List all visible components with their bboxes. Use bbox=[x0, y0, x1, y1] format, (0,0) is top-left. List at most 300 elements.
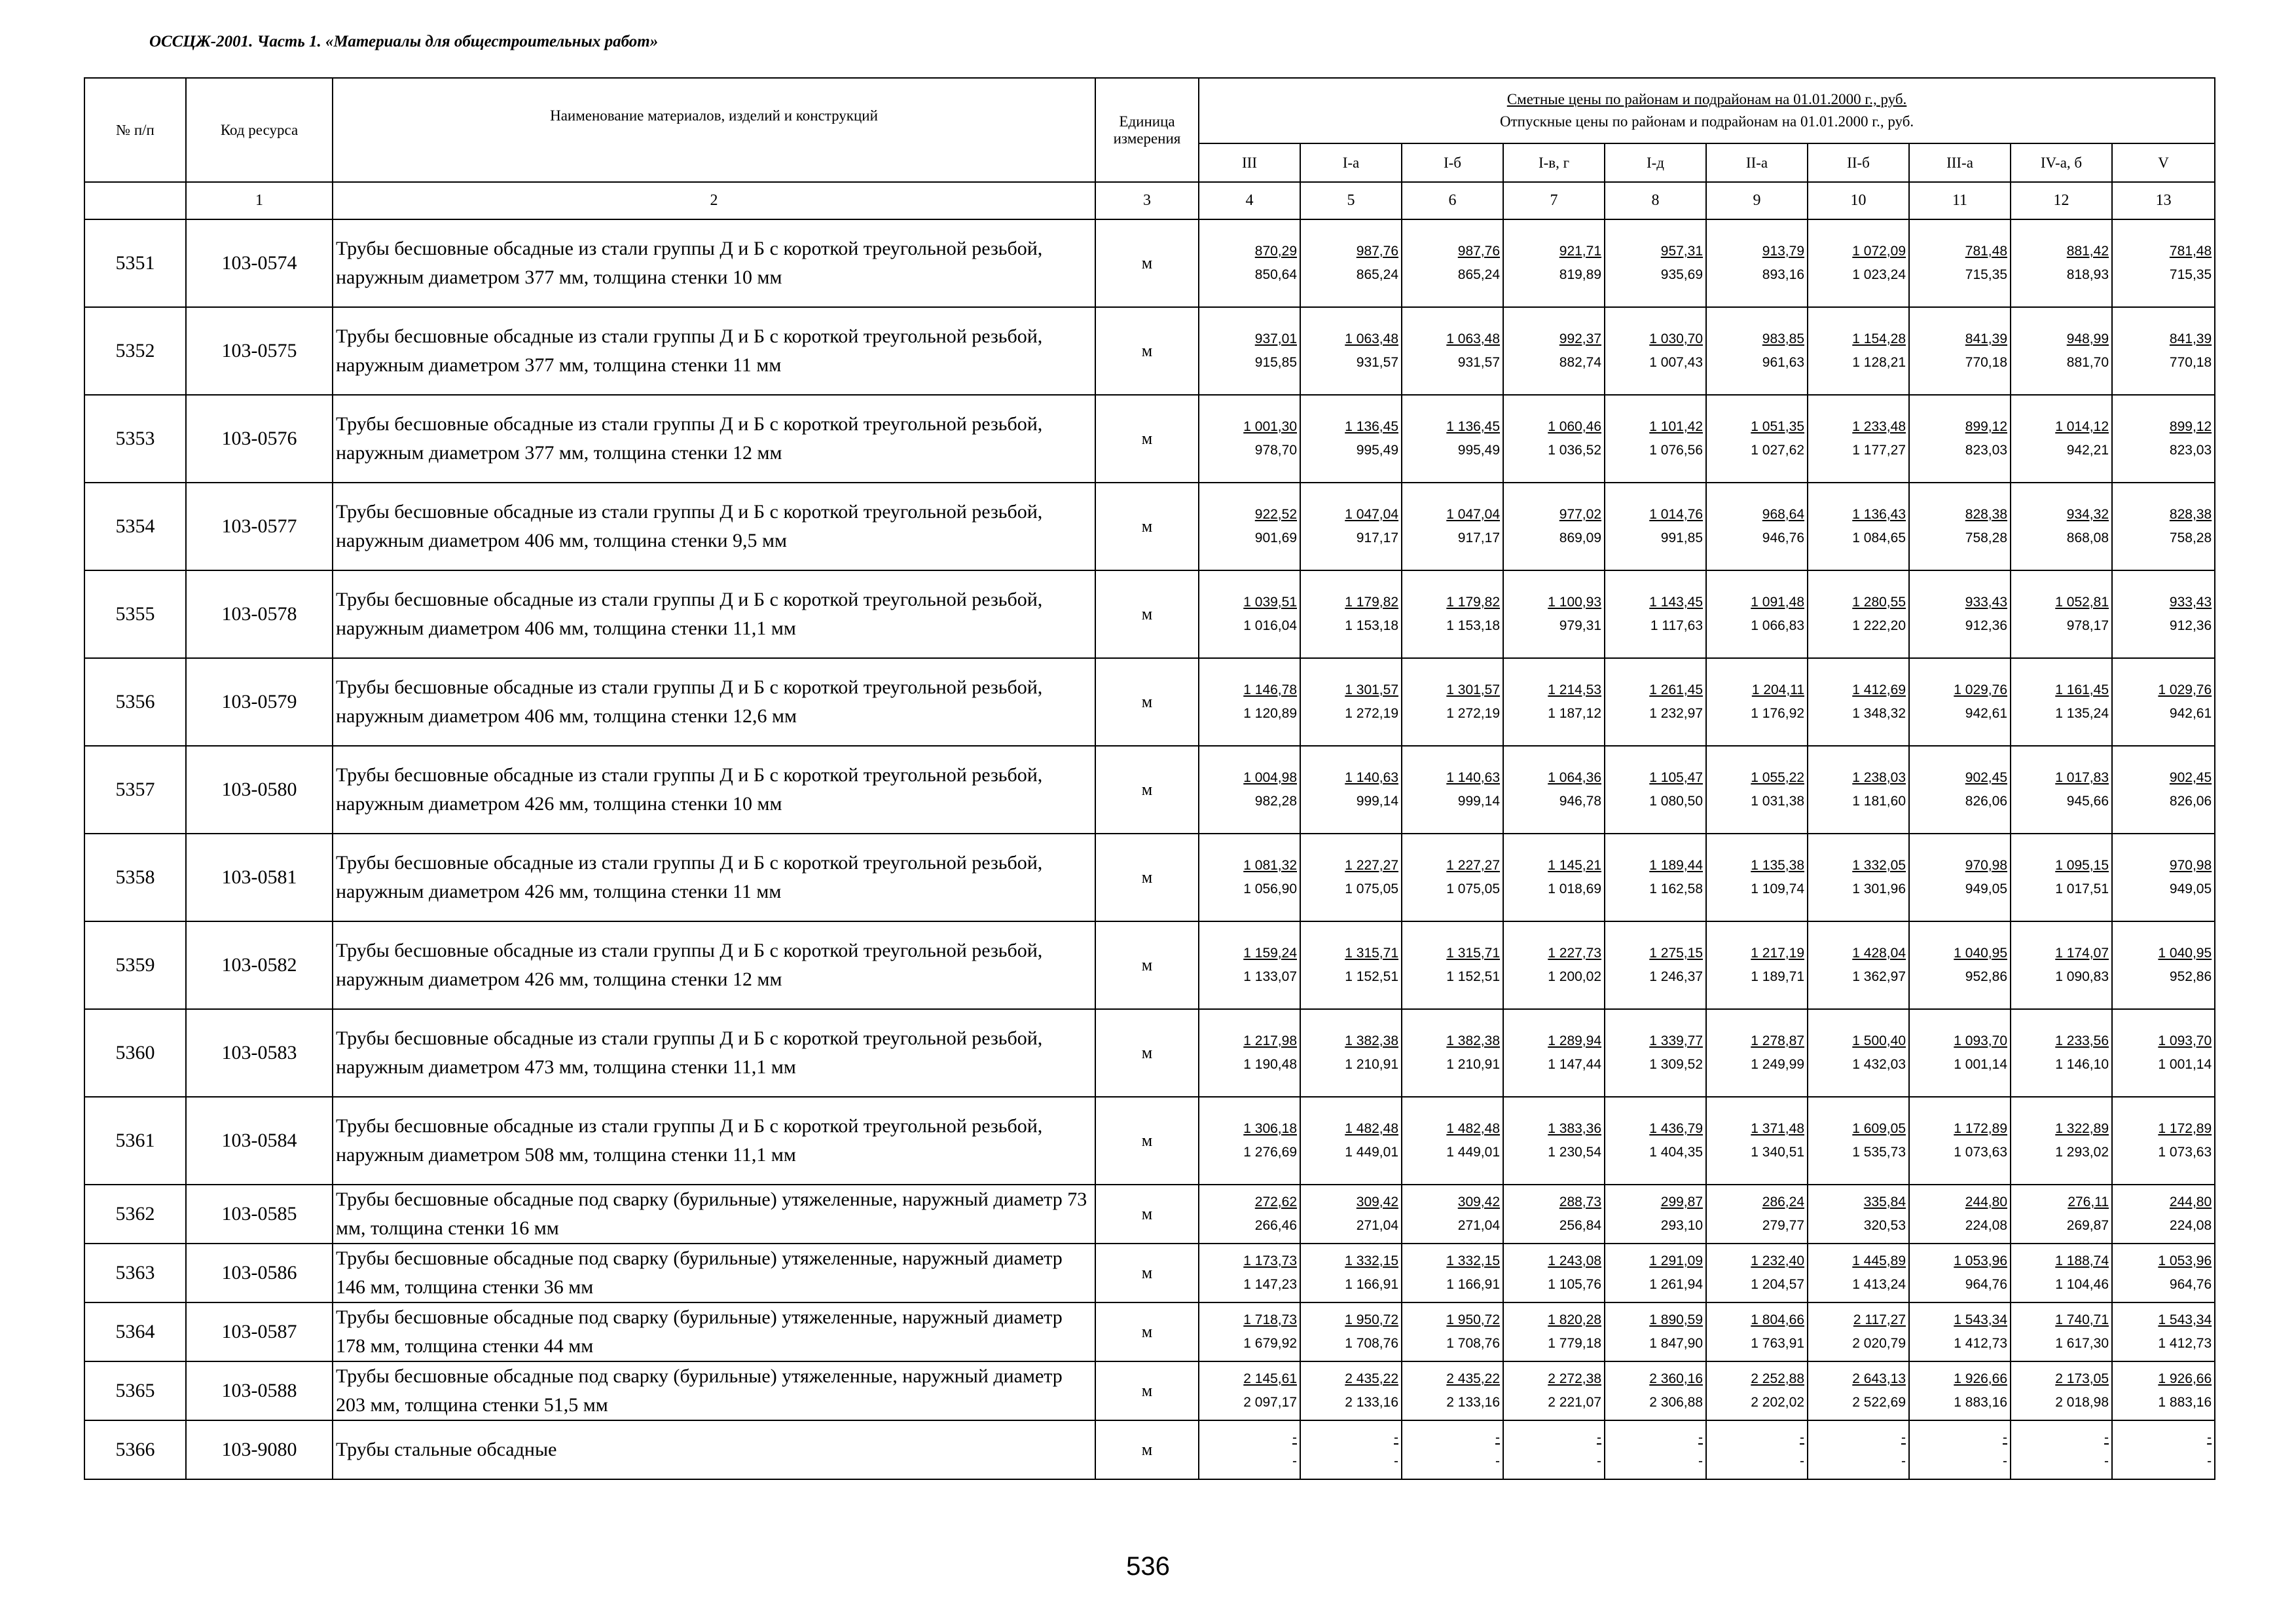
column-number: 9 bbox=[1706, 182, 1808, 219]
release-price: 1 272,19 bbox=[1345, 706, 1398, 721]
resource-code: 103-0583 bbox=[186, 1009, 333, 1097]
release-price: 915,85 bbox=[1254, 355, 1297, 370]
estimate-price: 1 172,89 bbox=[1954, 1121, 2007, 1136]
price-cell bbox=[2011, 307, 2112, 395]
estimate-price: 1 063,48 bbox=[1345, 331, 1398, 346]
estimate-price: 1 820,28 bbox=[1548, 1312, 1601, 1327]
price-cell bbox=[1402, 658, 1503, 746]
release-price: 952,86 bbox=[1965, 969, 2007, 984]
estimate-price: 987,76 bbox=[1356, 244, 1398, 259]
page-number: 536 bbox=[1126, 1552, 1170, 1581]
estimate-price: 1 095,15 bbox=[2055, 858, 2109, 873]
release-price: 758,28 bbox=[1965, 530, 2007, 545]
price-cell bbox=[1503, 746, 1605, 834]
release-price: 224,08 bbox=[2169, 1218, 2212, 1233]
price-cell bbox=[1199, 483, 1300, 570]
material-name: Трубы бесшовные обсадные из стали группы Д и Б с короткой треугольной резьбой, наружным диаметром 406 мм, толщина стенки 11,1 мм bbox=[333, 570, 1095, 658]
price-cell bbox=[2112, 395, 2215, 483]
resource-code: 103-0586 bbox=[186, 1244, 333, 1302]
release-price: 715,35 bbox=[2169, 267, 2212, 282]
price-cell bbox=[2112, 1009, 2215, 1097]
release-price: 2 018,98 bbox=[2055, 1395, 2109, 1410]
price-cell bbox=[2011, 570, 2112, 658]
release-price: 1 708,76 bbox=[1446, 1336, 1500, 1351]
price-cell bbox=[1300, 1302, 1402, 1361]
release-price: 1 883,16 bbox=[1954, 1395, 2007, 1410]
estimate-price: 1 004,98 bbox=[1243, 770, 1297, 785]
price-cell bbox=[1199, 1361, 1300, 1420]
release-price: 979,31 bbox=[1559, 618, 1601, 633]
prices-title-release: Отпускные цены по районам и подрайонам на 01.01.2000 г., руб. bbox=[1499, 113, 1914, 130]
price-cell bbox=[1706, 483, 1808, 570]
release-price: 271,04 bbox=[1356, 1218, 1398, 1233]
estimate-price: 1 428,04 bbox=[1852, 946, 1906, 961]
row-number: 5362 bbox=[84, 1185, 186, 1244]
release-price: 1 763,91 bbox=[1751, 1336, 1804, 1351]
estimate-price: 1 275,15 bbox=[1649, 946, 1703, 961]
price-cell bbox=[1605, 1361, 1706, 1420]
column-number: 13 bbox=[2112, 182, 2215, 219]
price-cell bbox=[1199, 395, 1300, 483]
estimate-price: - bbox=[1597, 1430, 1601, 1445]
price-cell bbox=[1300, 219, 1402, 307]
release-price: 1 133,07 bbox=[1243, 969, 1297, 984]
price-cell bbox=[1808, 395, 1909, 483]
price-cell bbox=[1503, 219, 1605, 307]
row-number: 5351 bbox=[84, 219, 186, 307]
release-price: 2 097,17 bbox=[1243, 1395, 1297, 1410]
estimate-price: - bbox=[1800, 1430, 1804, 1445]
estimate-price: - bbox=[2207, 1430, 2212, 1445]
price-cell bbox=[1402, 1185, 1503, 1244]
column-number: 7 bbox=[1503, 182, 1605, 219]
release-price: 1 309,52 bbox=[1649, 1057, 1703, 1072]
estimate-price: 1 030,70 bbox=[1649, 331, 1703, 346]
price-cell bbox=[1605, 1420, 1706, 1479]
release-price: 995,49 bbox=[1457, 443, 1500, 458]
column-number bbox=[84, 182, 186, 219]
release-price: 1 120,89 bbox=[1243, 706, 1297, 721]
price-cell bbox=[1909, 1009, 2011, 1097]
release-price: 1 027,62 bbox=[1751, 443, 1804, 458]
resource-code: 103-0582 bbox=[186, 921, 333, 1009]
release-price: 770,18 bbox=[1965, 355, 2007, 370]
row-number: 5358 bbox=[84, 834, 186, 921]
price-cell bbox=[1300, 834, 1402, 921]
release-price: 1 076,56 bbox=[1649, 443, 1703, 458]
release-price: 1 080,50 bbox=[1649, 794, 1703, 809]
price-cell bbox=[1909, 1097, 2011, 1185]
price-cell bbox=[1199, 921, 1300, 1009]
estimate-price: 1 227,27 bbox=[1345, 858, 1398, 873]
estimate-price: 828,38 bbox=[1965, 507, 2007, 522]
price-cell bbox=[2011, 1420, 2112, 1479]
estimate-price: 2 435,22 bbox=[1446, 1371, 1500, 1386]
price-cell bbox=[1199, 219, 1300, 307]
price-cell bbox=[2011, 483, 2112, 570]
price-cell bbox=[2011, 395, 2112, 483]
prices-title-estimate: Сметные цены по районам и подрайонам на 01.01.2000 г., руб. bbox=[1506, 91, 1907, 107]
price-cell bbox=[2011, 1097, 2112, 1185]
estimate-price: - bbox=[2104, 1430, 2109, 1445]
estimate-price: 1 315,71 bbox=[1446, 946, 1500, 961]
estimate-price: 992,37 bbox=[1559, 331, 1601, 346]
price-cell bbox=[1909, 834, 2011, 921]
release-price: 266,46 bbox=[1254, 1218, 1297, 1233]
estimate-price: 2 145,61 bbox=[1243, 1371, 1297, 1386]
price-cell bbox=[2112, 483, 2215, 570]
estimate-price: 1 306,18 bbox=[1243, 1121, 1297, 1136]
price-cell bbox=[1300, 570, 1402, 658]
release-price: 1 147,23 bbox=[1243, 1277, 1297, 1292]
estimate-price: 1 173,73 bbox=[1243, 1253, 1297, 1268]
release-price: 961,63 bbox=[1762, 355, 1804, 370]
release-price: - bbox=[1495, 1454, 1500, 1469]
price-cell bbox=[1402, 307, 1503, 395]
row-number: 5355 bbox=[84, 570, 186, 658]
release-price: 942,21 bbox=[2066, 443, 2109, 458]
price-cell bbox=[1300, 1185, 1402, 1244]
price-cell bbox=[1909, 483, 2011, 570]
price-cell bbox=[1199, 746, 1300, 834]
price-cell bbox=[1199, 307, 1300, 395]
release-price: 823,03 bbox=[2169, 443, 2212, 458]
release-price: 1 153,18 bbox=[1345, 618, 1398, 633]
region-header: II-б bbox=[1808, 143, 1909, 182]
release-price: 823,03 bbox=[1965, 443, 2007, 458]
price-cell bbox=[1503, 570, 1605, 658]
unit-of-measure: м bbox=[1095, 1302, 1199, 1361]
table-row bbox=[84, 658, 2215, 746]
release-price: 869,09 bbox=[1559, 530, 1601, 545]
estimate-price: 870,29 bbox=[1254, 244, 1297, 259]
release-price: 999,14 bbox=[1457, 794, 1500, 809]
price-cell bbox=[2011, 1244, 2112, 1302]
unit-of-measure: м bbox=[1095, 1244, 1199, 1302]
region-header: I-б bbox=[1402, 143, 1503, 182]
price-cell bbox=[1300, 395, 1402, 483]
price-cell bbox=[1300, 1361, 1402, 1420]
release-price: 293,10 bbox=[1660, 1218, 1703, 1233]
estimate-price: 1 140,63 bbox=[1345, 770, 1398, 785]
unit-of-measure: м bbox=[1095, 219, 1199, 307]
release-price: 1 412,73 bbox=[1954, 1336, 2007, 1351]
header-no: № п/п bbox=[84, 78, 186, 182]
estimate-price: 1 146,78 bbox=[1243, 682, 1297, 697]
release-price: 1 090,83 bbox=[2055, 969, 2109, 984]
estimate-price: 1 382,38 bbox=[1446, 1033, 1500, 1048]
release-price: 946,76 bbox=[1762, 530, 1804, 545]
release-price: 1 152,51 bbox=[1345, 969, 1398, 984]
table-row bbox=[84, 483, 2215, 570]
estimate-price: 1 029,76 bbox=[2158, 682, 2212, 697]
release-price: 1 084,65 bbox=[1852, 530, 1906, 545]
release-price: 1 432,03 bbox=[1852, 1057, 1906, 1072]
resource-code: 103-0576 bbox=[186, 395, 333, 483]
estimate-price: 1 227,27 bbox=[1446, 858, 1500, 873]
estimate-price: 1 217,98 bbox=[1243, 1033, 1297, 1048]
price-cell bbox=[1808, 658, 1909, 746]
release-price: 1 109,74 bbox=[1751, 881, 1804, 896]
estimate-price: 1 014,76 bbox=[1649, 507, 1703, 522]
price-cell bbox=[1808, 1009, 1909, 1097]
estimate-price: 335,84 bbox=[1863, 1194, 1906, 1209]
row-number: 5364 bbox=[84, 1302, 186, 1361]
resource-code: 103-0587 bbox=[186, 1302, 333, 1361]
material-name: Трубы бесшовные обсадные из стали группы Д и Б с короткой треугольной резьбой, наружным диаметром 426 мм, толщина стенки 12 мм bbox=[333, 921, 1095, 1009]
release-price: 758,28 bbox=[2169, 530, 2212, 545]
price-cell bbox=[1402, 1302, 1503, 1361]
unit-of-measure: м bbox=[1095, 307, 1199, 395]
release-price: - bbox=[1698, 1454, 1703, 1469]
table-row bbox=[84, 570, 2215, 658]
column-number: 11 bbox=[1909, 182, 2011, 219]
table-row bbox=[84, 1185, 2215, 1244]
estimate-price: 1 261,45 bbox=[1649, 682, 1703, 697]
estimate-price: - bbox=[1901, 1430, 1906, 1445]
column-number: 4 bbox=[1199, 182, 1300, 219]
table-row bbox=[84, 746, 2215, 834]
resource-code: 103-0588 bbox=[186, 1361, 333, 1420]
estimate-price: 1 243,08 bbox=[1548, 1253, 1601, 1268]
release-price: 1 222,20 bbox=[1852, 618, 1906, 633]
estimate-price: 899,12 bbox=[2169, 419, 2212, 434]
estimate-price: 1 136,45 bbox=[1446, 419, 1500, 434]
release-price: 1 056,90 bbox=[1243, 881, 1297, 896]
price-cell bbox=[2011, 834, 2112, 921]
price-cell bbox=[1808, 483, 1909, 570]
price-cell bbox=[1402, 1097, 1503, 1185]
release-price: 1 166,91 bbox=[1446, 1277, 1500, 1292]
release-price: 271,04 bbox=[1457, 1218, 1500, 1233]
release-price: 942,61 bbox=[2169, 706, 2212, 721]
unit-of-measure: м bbox=[1095, 921, 1199, 1009]
estimate-price: 2 643,13 bbox=[1852, 1371, 1906, 1386]
resource-code: 103-0581 bbox=[186, 834, 333, 921]
resource-code: 103-0585 bbox=[186, 1185, 333, 1244]
release-price: 224,08 bbox=[1965, 1218, 2007, 1233]
release-price: 881,70 bbox=[2066, 355, 2109, 370]
release-price: 946,78 bbox=[1559, 794, 1601, 809]
estimate-price: 276,11 bbox=[2068, 1194, 2109, 1209]
price-cell bbox=[1199, 1009, 1300, 1097]
column-number: 5 bbox=[1300, 182, 1402, 219]
price-cell bbox=[1503, 307, 1605, 395]
price-cell bbox=[1300, 1244, 1402, 1302]
price-cell bbox=[1402, 570, 1503, 658]
price-cell bbox=[1706, 307, 1808, 395]
table-row bbox=[84, 1097, 2215, 1185]
release-price: 2 522,69 bbox=[1852, 1395, 1906, 1410]
release-price: 1 779,18 bbox=[1548, 1336, 1601, 1351]
release-price: 964,76 bbox=[2169, 1277, 2212, 1292]
resource-code: 103-0577 bbox=[186, 483, 333, 570]
estimate-price: 2 117,27 bbox=[1853, 1312, 1906, 1327]
estimate-price: 1 804,66 bbox=[1751, 1312, 1804, 1327]
estimate-price: 1 950,72 bbox=[1446, 1312, 1500, 1327]
release-price: 1 031,38 bbox=[1751, 794, 1804, 809]
estimate-price: 1 154,28 bbox=[1852, 331, 1906, 346]
release-price: 1 001,14 bbox=[1954, 1057, 2007, 1072]
price-cell bbox=[1402, 219, 1503, 307]
region-header: III bbox=[1199, 143, 1300, 182]
unit-of-measure: м bbox=[1095, 1097, 1199, 1185]
unit-of-measure: м bbox=[1095, 1009, 1199, 1097]
estimate-price: 1 145,21 bbox=[1548, 858, 1601, 873]
table-row bbox=[84, 1009, 2215, 1097]
estimate-price: 921,71 bbox=[1559, 244, 1601, 259]
price-cell bbox=[1503, 1097, 1605, 1185]
estimate-price: 1 301,57 bbox=[1345, 682, 1398, 697]
release-price: 1 261,94 bbox=[1649, 1277, 1703, 1292]
price-cell bbox=[1706, 746, 1808, 834]
material-name: Трубы стальные обсадные bbox=[333, 1420, 1095, 1479]
estimate-price: 948,99 bbox=[2066, 331, 2109, 346]
price-cell bbox=[1503, 834, 1605, 921]
release-price: 1 535,73 bbox=[1852, 1145, 1906, 1160]
price-cell bbox=[2112, 219, 2215, 307]
price-cell bbox=[1605, 219, 1706, 307]
release-price: 1 105,76 bbox=[1548, 1277, 1601, 1292]
estimate-price: 1 890,59 bbox=[1649, 1312, 1703, 1327]
material-name: Трубы бесшовные обсадные из стали группы Д и Б с короткой треугольной резьбой, наружным диаметром 426 мм, толщина стенки 11 мм bbox=[333, 834, 1095, 921]
material-name: Трубы бесшовные обсадные из стали группы Д и Б с короткой треугольной резьбой, наружным диаметром 406 мм, толщина стенки 12,6 мм bbox=[333, 658, 1095, 746]
release-price: 1 166,91 bbox=[1345, 1277, 1398, 1292]
estimate-price: 781,48 bbox=[1965, 244, 2007, 259]
price-cell bbox=[1706, 1361, 1808, 1420]
region-header: III-а bbox=[1909, 143, 2011, 182]
resource-code: 103-0574 bbox=[186, 219, 333, 307]
price-cell bbox=[1199, 834, 1300, 921]
table-row bbox=[84, 921, 2215, 1009]
price-cell bbox=[1300, 921, 1402, 1009]
price-cell bbox=[2112, 1361, 2215, 1420]
price-cell bbox=[1706, 1009, 1808, 1097]
region-header: I-д bbox=[1605, 143, 1706, 182]
estimate-price: 1 001,30 bbox=[1243, 419, 1297, 434]
release-price: 1 293,02 bbox=[2055, 1145, 2109, 1160]
estimate-price: 1 609,05 bbox=[1852, 1121, 1906, 1136]
estimate-price: 1 217,19 bbox=[1751, 946, 1804, 961]
release-price: 715,35 bbox=[1965, 267, 2007, 282]
price-cell bbox=[1808, 219, 1909, 307]
release-price: 770,18 bbox=[2169, 355, 2212, 370]
release-price: 1 362,97 bbox=[1852, 969, 1906, 984]
estimate-price: 1 482,48 bbox=[1446, 1121, 1500, 1136]
price-cell bbox=[2112, 1420, 2215, 1479]
release-price: 1 066,83 bbox=[1751, 618, 1804, 633]
price-cell bbox=[1605, 395, 1706, 483]
estimate-price: 1 315,71 bbox=[1345, 946, 1398, 961]
estimate-price: 1 172,89 bbox=[2158, 1121, 2212, 1136]
release-price: 1 210,91 bbox=[1345, 1057, 1398, 1072]
column-number: 6 bbox=[1402, 182, 1503, 219]
price-cell bbox=[1808, 834, 1909, 921]
material-name: Трубы бесшовные обсадные из стали группы Д и Б с короткой треугольной резьбой, наружным диаметром 406 мм, толщина стенки 9,5 мм bbox=[333, 483, 1095, 570]
price-cell bbox=[1706, 1420, 1808, 1479]
row-number: 5354 bbox=[84, 483, 186, 570]
estimate-price: 1 278,87 bbox=[1751, 1033, 1804, 1048]
release-price: 2 202,02 bbox=[1751, 1395, 1804, 1410]
release-price: 1 340,51 bbox=[1751, 1145, 1804, 1160]
estimate-price: 1 371,48 bbox=[1751, 1121, 1804, 1136]
row-number: 5361 bbox=[84, 1097, 186, 1185]
estimate-price: 937,01 bbox=[1254, 331, 1297, 346]
price-cell bbox=[1706, 1185, 1808, 1244]
region-header: IV-а, б bbox=[2011, 143, 2112, 182]
row-number: 5353 bbox=[84, 395, 186, 483]
estimate-price: 1 543,34 bbox=[1954, 1312, 2007, 1327]
estimate-price: 2 173,05 bbox=[2055, 1371, 2109, 1386]
release-price: 982,28 bbox=[1254, 794, 1297, 809]
row-number: 5365 bbox=[84, 1361, 186, 1420]
estimate-price: 1 040,95 bbox=[1954, 946, 2007, 961]
price-cell bbox=[1300, 483, 1402, 570]
estimate-price: 1 436,79 bbox=[1649, 1121, 1703, 1136]
price-cell bbox=[1808, 1244, 1909, 1302]
estimate-price: 1 322,89 bbox=[2055, 1121, 2109, 1136]
price-cell bbox=[1706, 658, 1808, 746]
estimate-price: 1 189,44 bbox=[1649, 858, 1703, 873]
price-cell bbox=[1199, 1420, 1300, 1479]
unit-of-measure: м bbox=[1095, 570, 1199, 658]
price-cell bbox=[1605, 658, 1706, 746]
estimate-price: 1 093,70 bbox=[2158, 1033, 2212, 1048]
estimate-price: 2 435,22 bbox=[1345, 1371, 1398, 1386]
release-price: 1 847,90 bbox=[1649, 1336, 1703, 1351]
estimate-price: 244,80 bbox=[2169, 1194, 2212, 1209]
price-cell bbox=[1909, 1185, 2011, 1244]
price-cell bbox=[1605, 570, 1706, 658]
estimate-price: 899,12 bbox=[1965, 419, 2007, 434]
estimate-price: 1 135,38 bbox=[1751, 858, 1804, 873]
release-price: 1 017,51 bbox=[2055, 881, 2109, 896]
price-cell bbox=[1706, 1097, 1808, 1185]
price-cell bbox=[2011, 746, 2112, 834]
header-code: Код ресурса bbox=[186, 78, 333, 182]
release-price: 1 153,18 bbox=[1446, 618, 1500, 633]
release-price: 1 023,24 bbox=[1852, 267, 1906, 282]
estimate-price: 1 052,81 bbox=[2055, 595, 2109, 610]
unit-of-measure: м bbox=[1095, 1361, 1199, 1420]
material-name: Трубы бесшовные обсадные под сварку (бурильные) утяжеленные, наружный диаметр 146 мм, толщина стенки 36 мм bbox=[333, 1244, 1095, 1302]
estimate-price: 1 412,69 bbox=[1852, 682, 1906, 697]
estimate-price: 1 332,05 bbox=[1852, 858, 1906, 873]
table-row bbox=[84, 1302, 2215, 1361]
price-cell bbox=[1808, 1420, 1909, 1479]
release-price: 819,89 bbox=[1559, 267, 1601, 282]
estimate-price: 286,24 bbox=[1762, 1194, 1804, 1209]
region-header: II-а bbox=[1706, 143, 1808, 182]
material-name: Трубы бесшовные обсадные из стали группы Д и Б с короткой треугольной резьбой, наружным диаметром 377 мм, толщина стенки 11 мм bbox=[333, 307, 1095, 395]
estimate-price: 1 214,53 bbox=[1548, 682, 1601, 697]
release-price: - bbox=[1394, 1454, 1398, 1469]
estimate-price: 1 227,73 bbox=[1548, 946, 1601, 961]
price-cell bbox=[1402, 746, 1503, 834]
release-price: 1 276,69 bbox=[1243, 1145, 1297, 1160]
table-row bbox=[84, 1361, 2215, 1420]
estimate-price: 913,79 bbox=[1762, 244, 1804, 259]
release-price: 912,36 bbox=[1965, 618, 2007, 633]
estimate-price: 1 055,22 bbox=[1751, 770, 1804, 785]
price-cell bbox=[1909, 307, 2011, 395]
release-price: 935,69 bbox=[1660, 267, 1703, 282]
release-price: 1 135,24 bbox=[2055, 706, 2109, 721]
price-cell bbox=[1503, 1361, 1605, 1420]
estimate-price: 1 174,07 bbox=[2055, 946, 2109, 961]
price-cell bbox=[2112, 834, 2215, 921]
release-price: 1 232,97 bbox=[1649, 706, 1703, 721]
